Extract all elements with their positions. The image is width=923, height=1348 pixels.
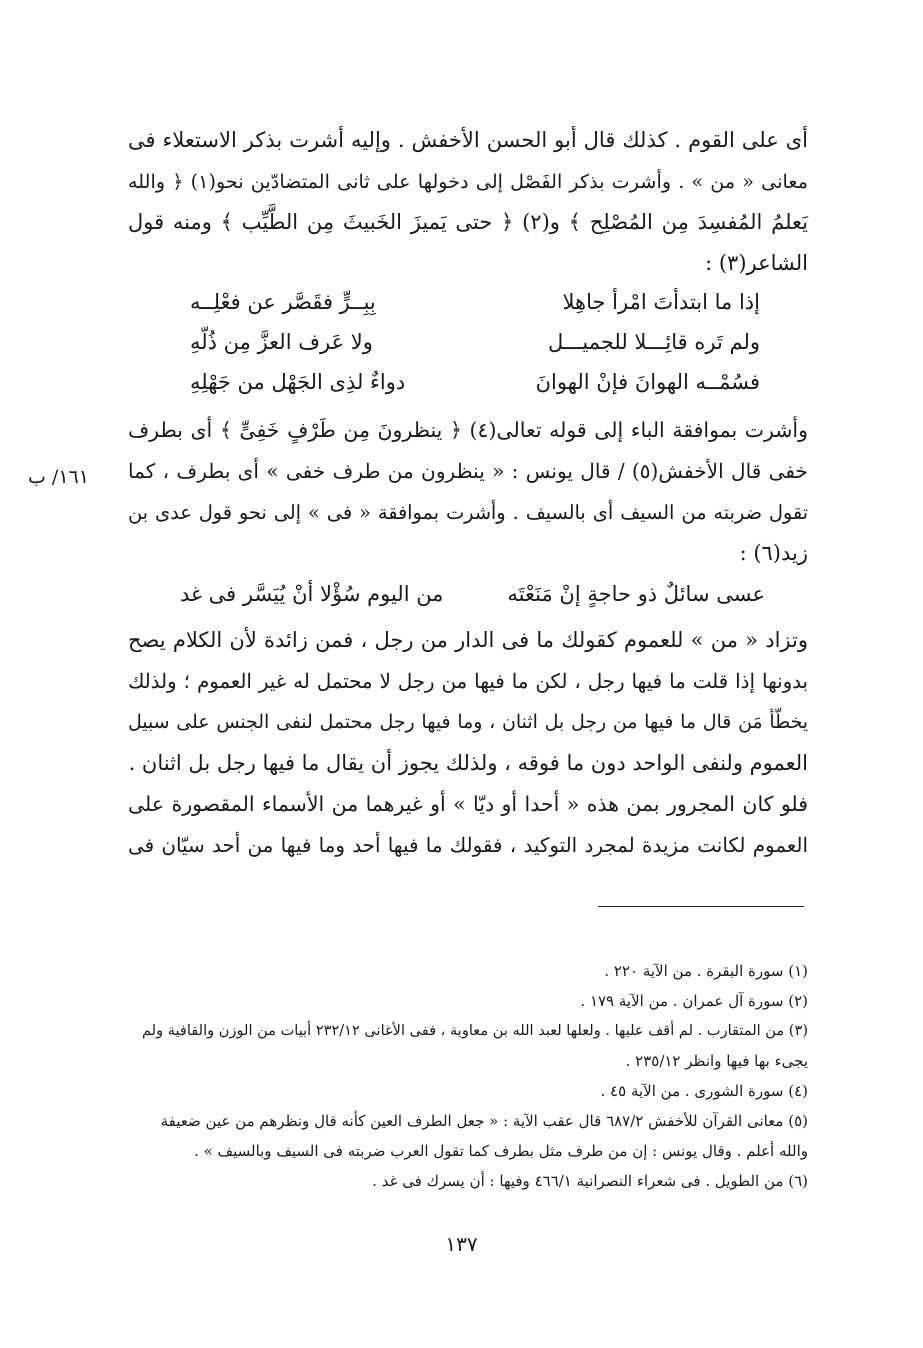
- footnote: (٥) معانى القرآن للأخفش ٦٨٧/٢ قال عقب الآية : « جعل الطرف العين كأنه قال ونظرهم من عين ضعيفة: [160, 1112, 808, 1130]
- text-line: الشاعر(٣) :: [705, 251, 808, 275]
- verse-line: [190, 362, 760, 402]
- paragraph-4: [128, 784, 808, 866]
- footnote-separator: [598, 906, 804, 907]
- paragraph-3: [128, 620, 808, 784]
- paragraph-2: [128, 410, 808, 574]
- footnotes: [128, 956, 808, 1196]
- footnote: (١) سورة البقرة . من الآية ٢٢٠ .: [604, 962, 808, 980]
- poem-verses: [190, 282, 760, 402]
- footnote-continuation: والله أعلم . وقال يونس : إن من طرف مثل بطرف كما تقول العرب ضربته فى السيف وبالسيف » .: [194, 1142, 808, 1160]
- footnote: (٦) من الطويل . فى شعراء النصرانية ٤٦٦/١ وفيها : أن يسرك فى غد .: [372, 1172, 808, 1190]
- text-line: أى على القوم . كذلك قال أبو الحسن الأخفش . وإليه أشرت بذكر الاستعلاء فى: [128, 128, 808, 152]
- text-line: العموم لكانت مزيدة لمجرد التوكيد ، فقولك ما فيها أحد وما فيها من أحد سيّان فى: [128, 834, 808, 857]
- footnote-continuation: يجىء بها فيها وانظر ٢٣٥/١٢ .: [625, 1052, 808, 1070]
- verse-line: [190, 322, 760, 362]
- verse-second-hemistich: ولا عَرف العزَّ مِن ذُلّهِ: [190, 330, 373, 354]
- verse-first-hemistich: ولم تَره قائِـــلا للجميـــل: [548, 330, 760, 354]
- poem-verse-single: [180, 574, 765, 614]
- verse-second-hemistich: دواءٌ لذِى الجَهْل من جَهْلِهِ: [190, 370, 406, 394]
- page-number: ١٣٧: [445, 1232, 478, 1256]
- footnote: (٢) سورة آل عمران . من الآية ١٧٩ .: [580, 992, 808, 1010]
- verse-first-hemistich: إذا ما ابتدأتَ امْرأ جاهِلا: [562, 290, 760, 314]
- verse-second-hemistich: من اليوم سُؤْلا أنْ يُيَسَّر فى غد: [180, 582, 444, 606]
- text-line: يخطّأ مَن قال ما فيها من رجل بل اثنان ، وما فيها رجل محتمل لنفى الجنس على سبيل: [128, 711, 808, 733]
- text-line: العموم ولنفى الواحد دون ما فوقه ، ولذلك يجوز أن يقال ما فيها رجل بل اثنان .: [128, 751, 808, 775]
- verse-first-hemistich: عسى سائلٌ ذو حاجةٍ إنْ مَنَعْتَه: [507, 582, 765, 606]
- verse-line: [180, 574, 765, 614]
- text-line: وأشرت بموافقة الباء إلى قوله تعالى(٤) ﴿ ينظرونَ مِن طَرْفٍ خَفِىٍّ ﴾ أى بطرف: [128, 418, 808, 442]
- text-line: وتزاد « من » للعموم كقولك ما فى الدار من رجل ، فمن زائدة لأن الكلام يصح: [128, 628, 808, 652]
- text-line: تقول ضربته من السيف أى بالسيف . وأشرت بموافقة « فى » إلى نحو قول عدى بن: [128, 501, 808, 524]
- text-line: زيد(٦) :: [739, 541, 808, 565]
- paragraph-1: [128, 120, 808, 284]
- text-line: فلو كان المجرور بمن هذه « أحدا أو ديّا » أو غيرهما من الأسماء المقصورة على: [128, 792, 808, 816]
- footnote: (٣) من المتقارب . لم أقف عليها . ولعلها لعبد الله بن معاوية ، ففى الأغانى ٢٣٢/١٢ أبيات من الوزن والقافية ولم: [141, 1022, 808, 1039]
- manuscript-folio-marker: ١٦١/ ب: [28, 466, 89, 488]
- verse-line: [190, 282, 760, 322]
- verse-second-hemistich: بِبِــرٍّ فقَصَّر عن فعْلِــه: [190, 290, 376, 314]
- text-line: معانى « من » . وأشرت بذكر الفَصْل إلى دخولها على ثانى المتضادّين نحو(١) ﴿ والله: [128, 170, 808, 193]
- text-line: بدونها إذا قلت ما فيها رجل ، لكن ما فيها من رجل لا محتمل له غير العموم ؛ ولذلك: [128, 670, 808, 693]
- text-line: خفى قال الأخفش(٥) / قال يونس : « ينظرون من طرف خفى » أى بطرف ، كما: [128, 459, 809, 483]
- verse-first-hemistich: فسُمْــه الهوانَ فإنْ الهوانَ: [535, 370, 760, 394]
- footnote: (٤) سورة الشورى . من الآية ٤٥ .: [600, 1082, 808, 1100]
- text-line: يَعلمُ المُفسِدَ مِن المُصْلِح ﴾ و(٢) ﴿ حتى يَميزَ الخَبيثَ مِن الطَّيِّب ﴾ ومنه قول: [128, 210, 809, 234]
